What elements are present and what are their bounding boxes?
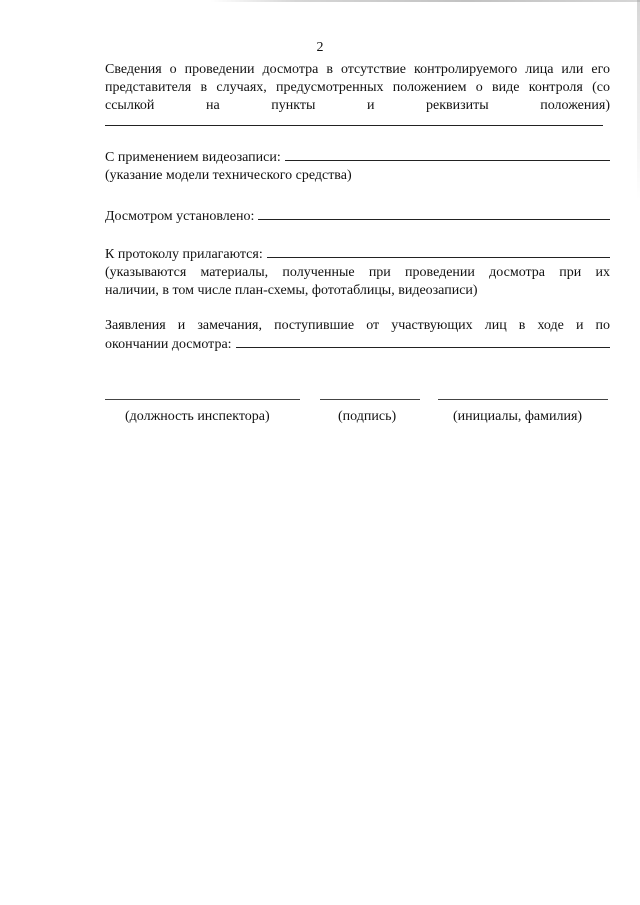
attachments-fill-line[interactable] bbox=[267, 245, 610, 258]
name-fill-line[interactable] bbox=[438, 399, 608, 400]
video-row bbox=[105, 148, 610, 167]
document-body bbox=[105, 61, 610, 354]
video-fill-line[interactable] bbox=[285, 148, 610, 161]
attachments-hint-1: (указываются материалы, полученные при проведении досмотра при их bbox=[105, 265, 610, 280]
scan-artifact-top bbox=[210, 0, 640, 2]
video-label: С применением видеозаписи: bbox=[105, 150, 281, 165]
absence-line-3: ссылкой на пункты и реквизиты положения) bbox=[105, 98, 610, 113]
established-row bbox=[105, 207, 610, 226]
absence-line-1: Сведения о проведении досмотра в отсутствие контролируемого лица или его bbox=[105, 62, 610, 77]
video-section bbox=[105, 148, 610, 185]
page-number: 2 bbox=[316, 40, 324, 55]
name-label: (инициалы, фамилия) bbox=[453, 409, 583, 424]
statements-section bbox=[105, 317, 610, 354]
absence-line-2: представителя в случаях, предусмотренных положением о виде контроля (со bbox=[105, 80, 610, 95]
attachments-hint-2: наличии, в том числе план-схемы, фототаблицы, видеозаписи) bbox=[105, 283, 478, 298]
position-fill-line[interactable] bbox=[105, 399, 300, 400]
signature-label: (подпись) bbox=[338, 409, 397, 424]
statements-row bbox=[105, 335, 610, 354]
video-hint: (указание модели технического средства) bbox=[105, 168, 352, 183]
statements-fill-line[interactable] bbox=[236, 335, 610, 348]
attachments-row bbox=[105, 245, 610, 264]
established-label: Досмотром установлено: bbox=[105, 209, 255, 224]
signature-fill-line[interactable] bbox=[320, 399, 420, 400]
absence-fill-line[interactable] bbox=[105, 115, 603, 126]
established-fill-line[interactable] bbox=[258, 207, 610, 220]
statements-line-1: Заявления и замечания, поступившие от участвующих лиц в ходе и по bbox=[105, 318, 610, 333]
attachments-section bbox=[105, 245, 610, 300]
attachments-label: К протоколу прилагаются: bbox=[105, 247, 263, 262]
signature-block bbox=[105, 399, 610, 439]
statements-label: окончании досмотра: bbox=[105, 337, 232, 352]
position-label: (должность инспектора) bbox=[125, 409, 270, 424]
established-section bbox=[105, 207, 610, 226]
absence-section bbox=[105, 61, 610, 126]
